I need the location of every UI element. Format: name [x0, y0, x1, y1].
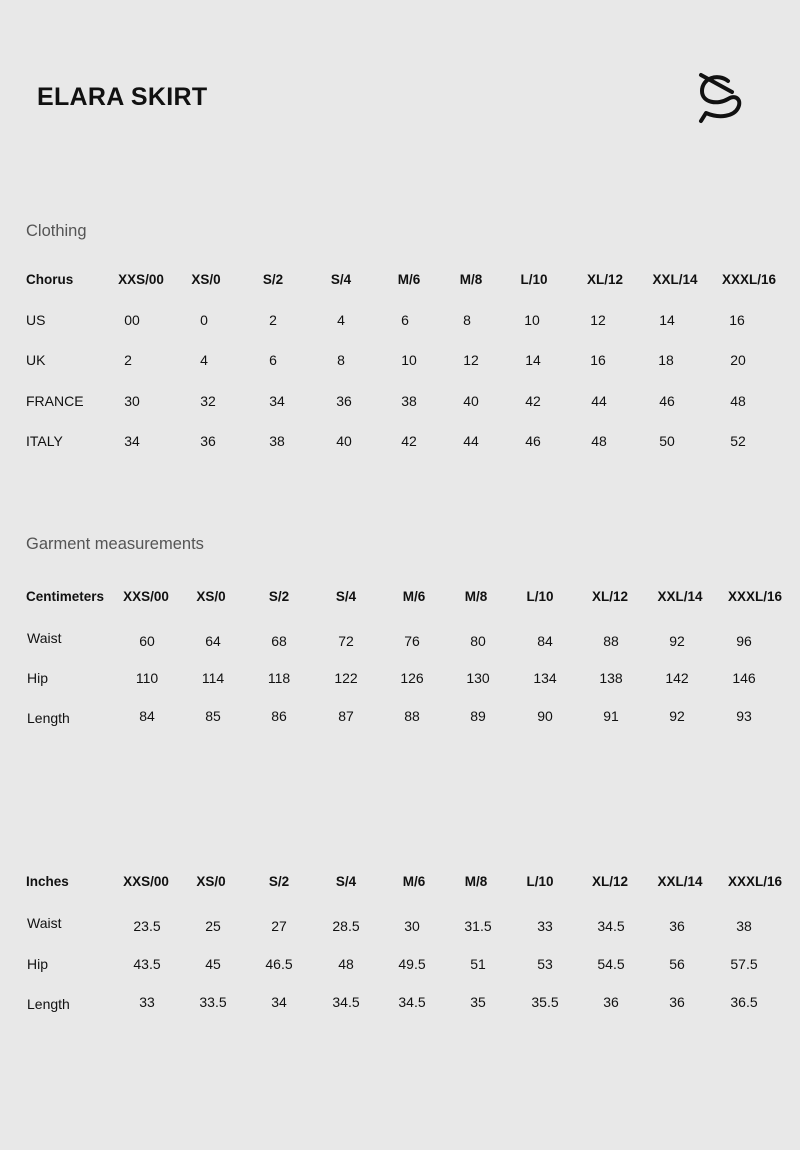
- table-cell: 34: [269, 393, 285, 409]
- table-cell: 46: [659, 393, 675, 409]
- table-row: [0, 710, 800, 732]
- table-cell: 33: [139, 994, 155, 1010]
- table-cell: 34: [124, 433, 140, 449]
- size-header: M/6: [397, 272, 421, 287]
- table-header-label: Inches: [26, 874, 69, 889]
- table-cell: 2: [124, 352, 132, 368]
- section-heading-garment-measurements: Garment measurements: [26, 535, 204, 553]
- table-cell: 46.5: [265, 956, 293, 972]
- size-header: XXL/14: [657, 874, 703, 889]
- table-row: [0, 670, 800, 692]
- table-cell: 6: [269, 352, 277, 368]
- table-cell: 16: [729, 312, 745, 328]
- size-header: S/2: [268, 874, 290, 889]
- table-cell: 122: [334, 670, 358, 686]
- row-label: Waist: [27, 630, 62, 646]
- row-label: FRANCE: [26, 393, 84, 409]
- size-header: XXL/14: [657, 589, 703, 604]
- table-cell: 53: [537, 956, 553, 972]
- size-header: L/10: [526, 589, 554, 604]
- table-cell: 36: [200, 433, 216, 449]
- table-cell: 142: [665, 670, 689, 686]
- size-header: XL/12: [586, 272, 624, 287]
- table-row: [0, 630, 800, 652]
- table-cell: 14: [659, 312, 675, 328]
- table-row: [0, 433, 800, 455]
- table-cell: 96: [736, 633, 752, 649]
- size-header: XXXL/16: [727, 589, 783, 604]
- size-header: M/8: [459, 272, 483, 287]
- table-header-label: Centimeters: [26, 589, 105, 604]
- size-header: XXS/00: [123, 874, 169, 889]
- table-cell: 6: [401, 312, 409, 328]
- row-label: Length: [27, 996, 70, 1012]
- table-cell: 52: [730, 433, 746, 449]
- table-cell: 68: [271, 633, 287, 649]
- table-cell: 51: [470, 956, 486, 972]
- table-cell: 18: [658, 352, 674, 368]
- size-header: L/10: [520, 272, 548, 287]
- table-cell: 126: [400, 670, 424, 686]
- row-label: US: [26, 312, 46, 328]
- table-cell: 8: [463, 312, 471, 328]
- table-cell: 60: [139, 633, 155, 649]
- table-cell: 56: [669, 956, 685, 972]
- table-cell: 76: [404, 633, 420, 649]
- table-cell: 30: [404, 918, 420, 934]
- size-header: XXXL/16: [721, 272, 777, 287]
- table-row: [0, 956, 800, 978]
- size-header: M/8: [464, 874, 488, 889]
- size-header: M/8: [464, 589, 488, 604]
- size-header: L/10: [526, 874, 554, 889]
- table-cell: 87: [338, 708, 354, 724]
- table-cell: 80: [470, 633, 486, 649]
- table-header-row: [0, 589, 800, 611]
- table-cell: 23.5: [133, 918, 161, 934]
- size-header: S/2: [268, 589, 290, 604]
- table-cell: 64: [205, 633, 221, 649]
- table-cell: 48: [338, 956, 354, 972]
- table-cell: 110: [135, 670, 159, 686]
- table-cell: 54.5: [597, 956, 625, 972]
- table-cell: 42: [401, 433, 417, 449]
- table-row: [0, 352, 800, 374]
- table-cell: 34: [271, 994, 287, 1010]
- table-cell: 48: [591, 433, 607, 449]
- table-cell: 84: [537, 633, 553, 649]
- table-cell: 35: [470, 994, 486, 1010]
- table-cell: 44: [591, 393, 607, 409]
- table-header-row: [0, 272, 800, 294]
- table-cell: 72: [338, 633, 354, 649]
- table-header-label: Chorus: [26, 272, 74, 287]
- size-header: XL/12: [591, 874, 629, 889]
- table-cell: 36: [336, 393, 352, 409]
- size-header: XS/0: [196, 874, 226, 889]
- row-label: Length: [27, 710, 70, 726]
- table-cell: 0: [200, 312, 208, 328]
- table-cell: 32: [200, 393, 216, 409]
- table-cell: 33: [537, 918, 553, 934]
- table-cell: 118: [267, 670, 291, 686]
- table-cell: 138: [599, 670, 623, 686]
- size-header: XL/12: [591, 589, 629, 604]
- size-header: XXS/00: [123, 589, 169, 604]
- table-cell: 36.5: [730, 994, 758, 1010]
- table-cell: 36: [669, 994, 685, 1010]
- table-cell: 90: [537, 708, 553, 724]
- size-header: S/4: [335, 874, 357, 889]
- table-cell: 42: [525, 393, 541, 409]
- table-cell: 14: [525, 352, 541, 368]
- table-cell: 4: [337, 312, 345, 328]
- page-title: ELARA SKIRT: [37, 83, 208, 111]
- table-cell: 38: [736, 918, 752, 934]
- table-cell: 00: [124, 312, 140, 328]
- table-cell: 20: [730, 352, 746, 368]
- table-cell: 86: [271, 708, 287, 724]
- section-heading-clothing: Clothing: [26, 222, 87, 240]
- row-label: Hip: [27, 670, 49, 686]
- table-cell: 25: [205, 918, 221, 934]
- table-cell: 40: [463, 393, 479, 409]
- table-row: [0, 915, 800, 937]
- table-cell: 10: [524, 312, 540, 328]
- table-cell: 92: [669, 708, 685, 724]
- size-header: XXL/14: [652, 272, 698, 287]
- table-cell: 28.5: [332, 918, 360, 934]
- size-header: XXXL/16: [727, 874, 783, 889]
- table-cell: 10: [401, 352, 417, 368]
- table-cell: 84: [139, 708, 155, 724]
- table-cell: 146: [732, 670, 756, 686]
- chorus-logo-icon: [696, 72, 744, 124]
- size-header: M/6: [402, 589, 426, 604]
- table-cell: 40: [336, 433, 352, 449]
- table-cell: 114: [201, 670, 225, 686]
- table-cell: 134: [533, 670, 557, 686]
- table-cell: 38: [401, 393, 417, 409]
- table-cell: 85: [205, 708, 221, 724]
- table-cell: 34.5: [597, 918, 625, 934]
- table-cell: 49.5: [398, 956, 426, 972]
- size-header: S/2: [262, 272, 284, 287]
- row-label: Hip: [27, 956, 49, 972]
- table-cell: 43.5: [133, 956, 161, 972]
- table-cell: 33.5: [199, 994, 227, 1010]
- table-header-row: [0, 874, 800, 896]
- table-cell: 48: [730, 393, 746, 409]
- table-cell: 34.5: [398, 994, 426, 1010]
- table-cell: 46: [525, 433, 541, 449]
- table-cell: 27: [271, 918, 287, 934]
- table-cell: 2: [269, 312, 277, 328]
- table-cell: 89: [470, 708, 486, 724]
- table-cell: 88: [404, 708, 420, 724]
- table-cell: 44: [463, 433, 479, 449]
- table-cell: 130: [466, 670, 490, 686]
- table-cell: 38: [269, 433, 285, 449]
- table-cell: 12: [590, 312, 606, 328]
- table-cell: 31.5: [464, 918, 492, 934]
- table-cell: 91: [603, 708, 619, 724]
- table-cell: 12: [463, 352, 479, 368]
- size-header: XS/0: [191, 272, 221, 287]
- table-cell: 93: [736, 708, 752, 724]
- table-cell: 36: [669, 918, 685, 934]
- size-header: S/4: [330, 272, 352, 287]
- table-cell: 4: [200, 352, 208, 368]
- table-cell: 8: [337, 352, 345, 368]
- size-header: XS/0: [196, 589, 226, 604]
- row-label: ITALY: [26, 433, 63, 449]
- table-row: [0, 312, 800, 334]
- table-cell: 57.5: [730, 956, 758, 972]
- table-cell: 16: [590, 352, 606, 368]
- size-header: M/6: [402, 874, 426, 889]
- table-cell: 36: [603, 994, 619, 1010]
- table-cell: 92: [669, 633, 685, 649]
- table-row: [0, 996, 800, 1018]
- row-label: Waist: [27, 915, 62, 931]
- table-row: [0, 393, 800, 415]
- size-header: S/4: [335, 589, 357, 604]
- table-cell: 30: [124, 393, 140, 409]
- table-cell: 35.5: [531, 994, 559, 1010]
- size-header: XXS/00: [118, 272, 164, 287]
- table-cell: 34.5: [332, 994, 360, 1010]
- table-cell: 45: [205, 956, 221, 972]
- row-label: UK: [26, 352, 46, 368]
- table-cell: 50: [659, 433, 675, 449]
- table-cell: 88: [603, 633, 619, 649]
